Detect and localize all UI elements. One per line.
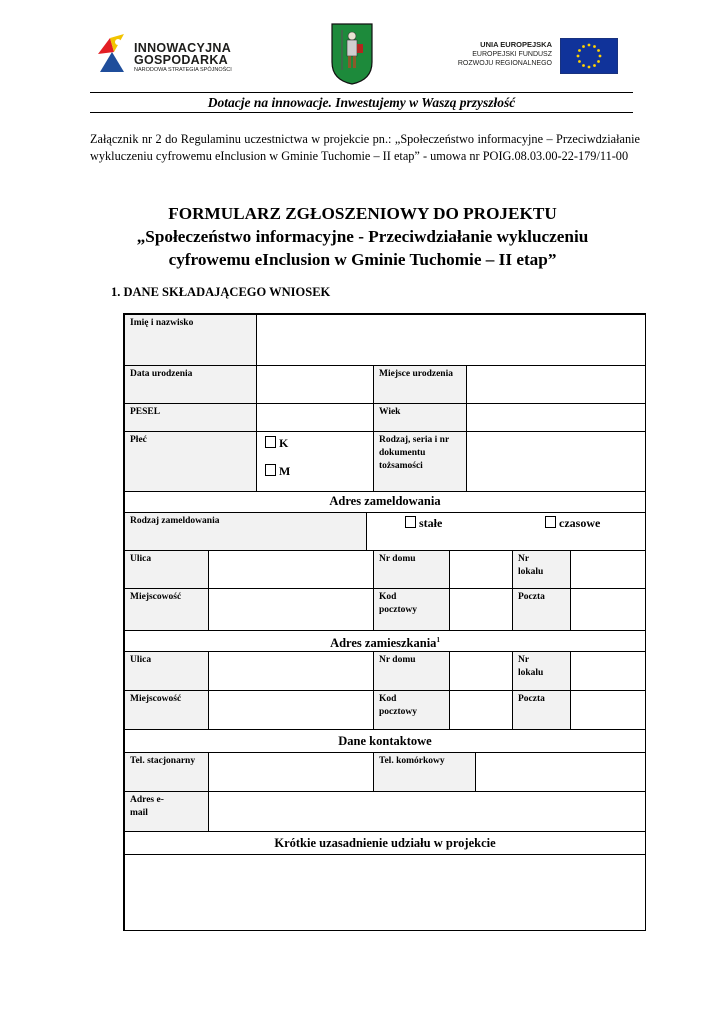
eu-star-icon (593, 64, 596, 67)
header-rule-bottom (90, 112, 633, 113)
checkbox-czasowe[interactable] (545, 516, 556, 528)
field-nr-lokalu-zameld[interactable] (570, 550, 646, 589)
label-poczta-zamiesz: Poczta (512, 690, 571, 730)
label-miejscowosc-zameld: Miejscowość (124, 588, 209, 631)
field-plec (256, 431, 374, 492)
eu-star-icon (597, 49, 600, 52)
eu-star-icon (578, 49, 581, 52)
label-nr-domu-zameld: Nr domu (373, 550, 450, 589)
checkbox-k[interactable] (265, 436, 276, 448)
field-nr-domu-zameld[interactable] (449, 550, 513, 589)
field-tel-komorkowy[interactable] (475, 752, 646, 792)
checkbox-m[interactable] (265, 464, 276, 476)
label-kod-zamiesz: Kod pocztowy (373, 690, 450, 730)
field-poczta-zamiesz[interactable] (570, 690, 646, 730)
header-uzasadnienie: Krótkie uzasadnienie udziału w projekcie (124, 831, 646, 855)
field-wiek[interactable] (466, 403, 646, 432)
eu-star-icon (578, 60, 581, 63)
option-czasowe: czasowe (559, 516, 601, 530)
eu-fund-text (452, 40, 552, 68)
label-poczta-zameld: Poczta (512, 588, 571, 631)
field-ulica-zamiesz[interactable] (208, 651, 374, 691)
header-rule-top (90, 92, 633, 93)
eu-star-icon (577, 55, 580, 58)
form-title-line3: cyfrowemu eInclusion w Gminie Tuchomie – II etap” (168, 250, 557, 269)
field-uzasadnienie[interactable] (124, 854, 646, 931)
field-pesel[interactable] (256, 403, 374, 432)
field-data-urodzenia[interactable] (256, 365, 374, 404)
adres-zamieszkania-text: Adres zamieszkania (330, 636, 437, 651)
field-nr-lokalu-zamiesz[interactable] (570, 651, 646, 691)
field-miejscowosc-zamiesz[interactable] (208, 690, 374, 730)
label-pesel: PESEL (124, 403, 257, 432)
ue-line1: UNIA EUROPEJSKA (480, 40, 552, 49)
label-plec: Płeć (124, 431, 257, 492)
label-nr-domu-zamiesz: Nr domu (373, 651, 450, 691)
section-heading: 1. DANE SKŁADAJĄCEGO WNIOSEK (111, 285, 331, 299)
label-data-urodzenia: Data urodzenia (124, 365, 257, 404)
footnote-mark: 1 (436, 636, 440, 644)
ue-line2: EUROPEJSKI FUNDUSZ (472, 51, 552, 58)
ue-line3: ROZWOJU REGIONALNEGO (457, 60, 552, 67)
label-ulica-zamiesz: Ulica (124, 651, 209, 691)
label-wiek: Wiek (373, 403, 467, 432)
field-miejscowosc-zameld[interactable] (208, 588, 374, 631)
option-stale: stałe (419, 516, 443, 530)
application-form (123, 313, 646, 931)
label-imie: Imię i nazwisko (124, 314, 257, 366)
label-tel-stacjonarny: Tel. stacjonarny (124, 752, 209, 792)
label-ulica-zameld: Ulica (124, 550, 209, 589)
field-kod-zameld[interactable] (449, 588, 513, 631)
eu-star-icon (582, 64, 585, 67)
form-title-line2: „Społeczeństwo informacyjne - Przeciwdziałanie wykluczeniu (136, 227, 589, 246)
field-kod-zamiesz[interactable] (449, 690, 513, 730)
eu-star-icon (599, 55, 602, 58)
option-m: M (279, 464, 291, 478)
field-dokument[interactable] (466, 431, 646, 492)
label-rodzaj-zameldowania: Rodzaj zameldowania (124, 512, 367, 551)
field-tel-stacjonarny[interactable] (208, 752, 374, 792)
label-kod-zameld: Kod pocztowy (373, 588, 450, 631)
label-nr-lokalu-zamiesz: Nr lokalu (512, 651, 571, 691)
ig-logo-line1: INNOWACYJNA (134, 41, 232, 55)
field-poczta-zameld[interactable] (570, 588, 646, 631)
label-tel-komorkowy: Tel. komórkowy (373, 752, 476, 792)
annex-text: Załącznik nr 2 do Regulaminu uczestnictwa w projekcie pn.: „Społeczeństwo informacyjne – Przeciwdziałanie wykluczeniu cyfrowemu eInclusion w Gminie Tuchomie – II etap” - umowa nr POIG.08.03.00-22-179/11-00 (90, 132, 640, 163)
field-rodzaj-zameldowania (366, 512, 646, 551)
eu-star-icon (588, 66, 591, 69)
header-adres-zamieszkania (124, 630, 646, 652)
label-email: Adres e-mail (124, 791, 209, 832)
field-miejsce-urodzenia[interactable] (466, 365, 646, 404)
eu-star-icon (593, 45, 596, 48)
field-email[interactable] (208, 791, 646, 832)
label-miejsce-urodzenia: Miejsce urodzenia (373, 365, 467, 404)
form-title-line1: FORMULARZ ZGŁOSZENIOWY DO PROJEKTU (168, 204, 557, 223)
municipal-crest-icon (330, 22, 374, 86)
header-dane-kontaktowe: Dane kontaktowe (124, 729, 646, 753)
innowacyjna-gospodarka-logo (96, 32, 246, 78)
label-dokument: Rodzaj, seria i nr dokumentu tożsamości (373, 431, 467, 492)
ig-logo-sub: NARODOWA STRATEGIA SPÓJNOŚCI (134, 67, 232, 73)
eu-star-icon (597, 60, 600, 63)
ig-logo-line2: GOSPODARKA (134, 53, 228, 67)
field-nr-domu-zamiesz[interactable] (449, 651, 513, 691)
motto: Dotacje na innowacje. Inwestujemy w Waszą przyszłość (207, 95, 516, 110)
ig-logo-mark-icon (96, 32, 128, 76)
label-nr-lokalu-zameld: Nr lokalu (512, 550, 571, 589)
field-imie[interactable] (256, 314, 646, 366)
eu-flag-icon (560, 38, 618, 74)
eu-star-icon (588, 44, 591, 47)
option-k: K (279, 436, 289, 450)
eu-star-icon (582, 45, 585, 48)
checkbox-stale[interactable] (405, 516, 416, 528)
header-adres-zameldowania: Adres zameldowania (124, 491, 646, 513)
field-ulica-zameld[interactable] (208, 550, 374, 589)
label-miejscowosc-zamiesz: Miejscowość (124, 690, 209, 730)
